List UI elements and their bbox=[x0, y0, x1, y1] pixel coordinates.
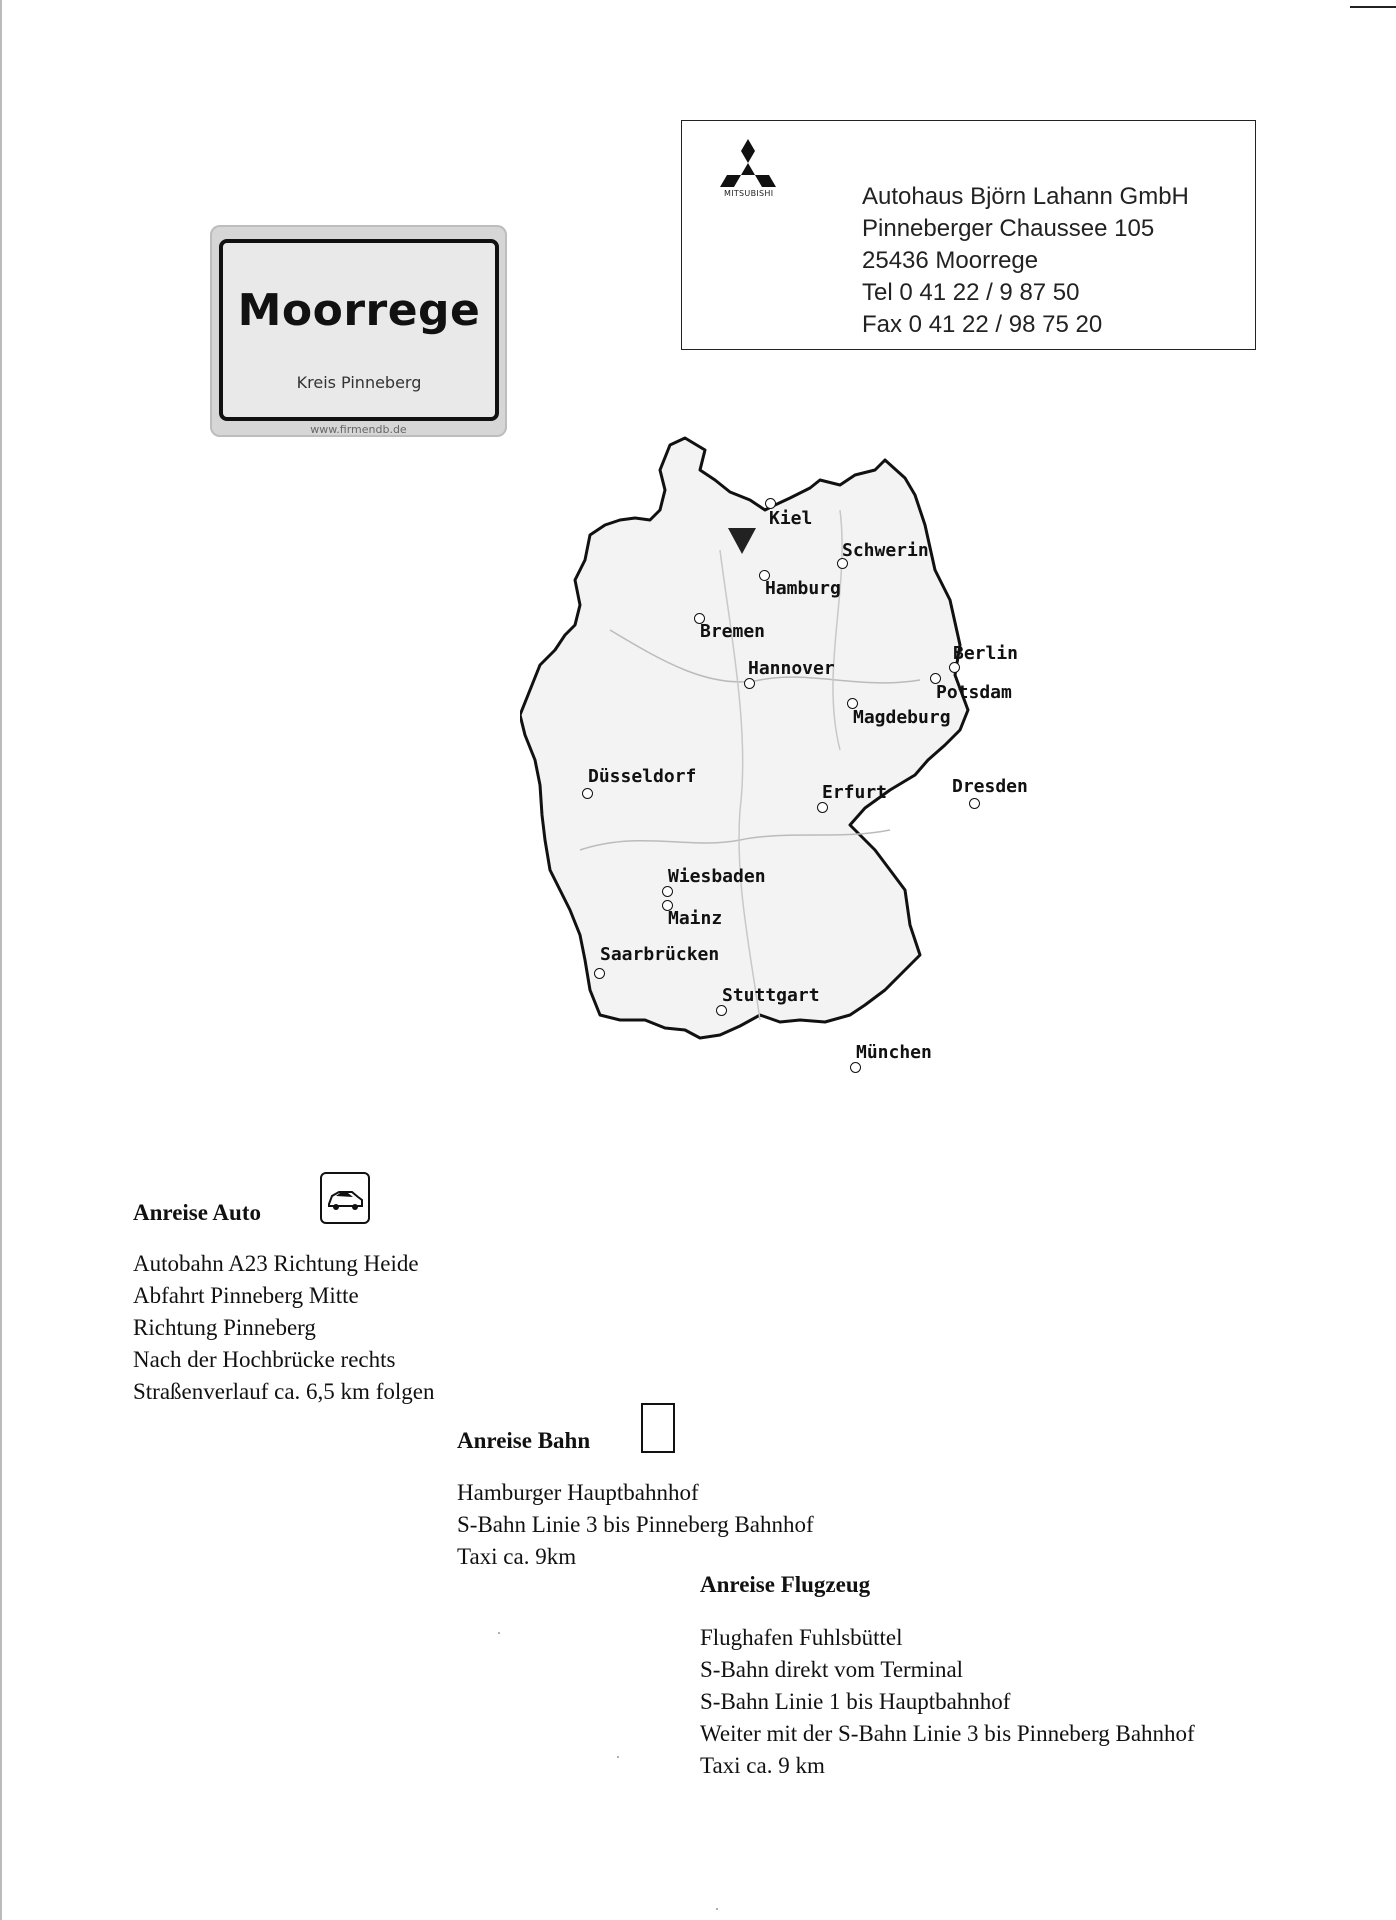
dealer-street: Pinneberger Chaussee 105 bbox=[862, 215, 1155, 242]
town-sign-frame bbox=[219, 239, 499, 421]
city-dot-dresden bbox=[969, 798, 980, 809]
city-dot-hannover bbox=[744, 678, 755, 689]
city-dot-muenchen bbox=[850, 1062, 861, 1073]
town-sign-district: Kreis Pinneberg bbox=[296, 373, 422, 392]
scan-speck bbox=[716, 1908, 718, 1910]
dealer-city: 25436 Moorrege bbox=[862, 247, 1039, 274]
city-label-dresden: Dresden bbox=[952, 776, 1028, 797]
city-label-saarbruecken: Saarbrücken bbox=[600, 944, 720, 965]
dealer-company-name: Autohaus Björn Lahann GmbH bbox=[862, 183, 1189, 210]
city-dot-duesseldorf bbox=[582, 788, 593, 799]
city-label-berlin: Berlin bbox=[953, 643, 1019, 664]
bahn-line: S-Bahn Linie 3 bis Pinneberg Bahnhof bbox=[457, 1512, 814, 1537]
city-label-stuttgart: Stuttgart bbox=[722, 985, 820, 1006]
city-label-bremen: Bremen bbox=[700, 621, 766, 642]
dealer-phone: Tel 0 41 22 / 9 87 50 bbox=[862, 279, 1080, 306]
auto-line: Abfahrt Pinneberg Mitte bbox=[133, 1283, 359, 1308]
section-flugzeug-text bbox=[700, 1622, 1195, 1782]
section-heading-auto: Anreise Auto bbox=[133, 1200, 261, 1225]
scan-speck bbox=[498, 1632, 500, 1634]
city-dot-stuttgart bbox=[716, 1005, 727, 1016]
bahn-line: Hamburger Hauptbahnhof bbox=[457, 1480, 699, 1505]
city-label-muenchen: München bbox=[856, 1042, 932, 1063]
city-dot-wiesbaden bbox=[662, 886, 673, 897]
city-label-schwerin: Schwerin bbox=[842, 540, 929, 561]
city-label-potsdam: Potsdam bbox=[936, 682, 1012, 703]
auto-line: Straßenverlauf ca. 6,5 km folgen bbox=[133, 1379, 435, 1404]
train-icon bbox=[641, 1403, 675, 1453]
section-auto-text bbox=[133, 1248, 434, 1408]
city-label-erfurt: Erfurt bbox=[822, 782, 888, 803]
city-label-hamburg: Hamburg bbox=[765, 578, 841, 599]
city-label-duesseldorf: Düsseldorf bbox=[588, 766, 697, 787]
page-edge-line bbox=[0, 0, 2, 1920]
town-sign bbox=[210, 225, 507, 437]
auto-line: Autobahn A23 Richtung Heide bbox=[133, 1251, 419, 1276]
city-label-magdeburg: Magdeburg bbox=[853, 707, 951, 728]
city-label-mainz: Mainz bbox=[668, 908, 723, 929]
car-icon bbox=[320, 1172, 370, 1224]
town-sign-url: www.firmendb.de bbox=[310, 423, 407, 436]
dealer-address-box bbox=[681, 120, 1256, 350]
city-label-hannover: Hannover bbox=[748, 658, 835, 679]
bahn-line: Taxi ca. 9km bbox=[457, 1544, 577, 1569]
brand-label: MITSUBISHI bbox=[724, 189, 774, 198]
auto-line: Richtung Pinneberg bbox=[133, 1315, 316, 1340]
scan-speck bbox=[617, 1756, 619, 1758]
auto-line: Nach der Hochbrücke rechts bbox=[133, 1347, 396, 1372]
section-heading-flugzeug: Anreise Flugzeug bbox=[700, 1572, 871, 1597]
city-dot-saarbruecken bbox=[594, 968, 605, 979]
city-label-kiel: Kiel bbox=[769, 508, 813, 529]
city-dot-erfurt bbox=[817, 802, 828, 813]
city-label-wiesbaden: Wiesbaden bbox=[668, 866, 766, 887]
dealer-address bbox=[862, 181, 1189, 341]
flugzeug-line: Weiter mit der S-Bahn Linie 3 bis Pinneberg Bahnhof bbox=[700, 1721, 1195, 1746]
section-heading-bahn: Anreise Bahn bbox=[457, 1428, 591, 1453]
town-sign-name: Moorrege bbox=[237, 285, 481, 336]
section-bahn-text bbox=[457, 1477, 814, 1573]
flugzeug-line: S-Bahn direkt vom Terminal bbox=[700, 1657, 964, 1682]
flugzeug-line: S-Bahn Linie 1 bis Hauptbahnhof bbox=[700, 1689, 1011, 1714]
location-marker-icon bbox=[728, 528, 756, 554]
flugzeug-line: Taxi ca. 9 km bbox=[700, 1753, 825, 1778]
germany-map bbox=[520, 430, 1060, 1160]
dealer-fax: Fax 0 41 22 / 98 75 20 bbox=[862, 311, 1103, 338]
scan-corner-mark bbox=[1350, 6, 1396, 8]
flugzeug-line: Flughafen Fuhlsbüttel bbox=[700, 1625, 903, 1650]
